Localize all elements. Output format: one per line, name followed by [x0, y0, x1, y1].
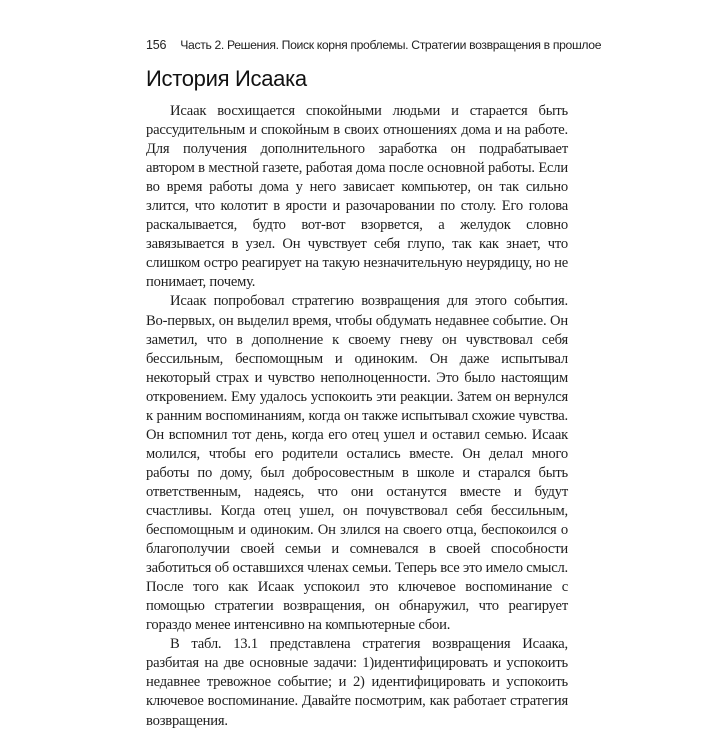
- paragraph: Исаак восхищается спокойными людьми и старается быть рассудительным и спокойным в своих отношениях дома и на работе. Для получения дополнительного заработка он подрабатывает автором в местной газете, работая дома после основной работы. Если во время работы дома у него зависает компьютер, он так сильно злится, что колотит в ярости и разочаровании по столу. Его голова раскалывается, будто вот-вот взорвется, а желудок словно завязывается в узел. Он чувствует себя глупо, так как знает, что слишком остро реагирует на такую незначительную неурядицу, но не понимает, почему.: [146, 103, 568, 291]
- running-header: [146, 38, 602, 52]
- section-heading: История Исаака: [146, 66, 307, 91]
- page-number: 156: [146, 38, 167, 52]
- chapter-title: Часть 2. Решения. Поиск корня проблемы. Стратегии возвращения в прошлое: [180, 38, 602, 52]
- paragraph: В табл. 13.1 представлена стратегия возвращения Исаака, разбитая на две основные задачи: 1)идентифицировать и успокоить недавнее тревожное событие; и 2) идентифицировать и успокоить ключевое воспоминание. Давайте посмотрим, как работает стратегия возвращения.: [146, 636, 568, 729]
- body-text: [146, 102, 568, 731]
- paragraph: Исаак попробовал стратегию возвращения для этого события. Во-первых, он выделил время, чтобы обдумать недавнее событие. Он заметил, что в дополнение к своему гневу он чувствовал себя бессильным, беспомощным и одиноким. Он даже испытывал некоторый страх и чувство неполноценности. Это было настоящим откровением. Ему удалось успокоить эти реакции. Затем он вернулся к ранним воспоминаниям, когда он также испытывал схожие чувства. Он вспомнил тот день, когда его отец ушел и оставил семью. Исаак молился, чтобы его родители остались вместе. Он делал много работы по дому, был добросовестным в школе и старался быть ответственным, надеясь, что они останутся вместе и будут счастливы. Когда отец ушел, он почувствовал себя бессильным, беспомощным и одиноким. Он злился на своего отца, беспокоился о благополучии своей семьи и сомневался в своей способности заботиться об оставшихся членах семьи. Теперь все это имело смысл. После того как Исаак успокоил это ключевое воспоминание с помощью стратегии возвращения, он обнаружил, что реагирует гораздо менее интенсивно на компьютерные сбои.: [146, 293, 568, 634]
